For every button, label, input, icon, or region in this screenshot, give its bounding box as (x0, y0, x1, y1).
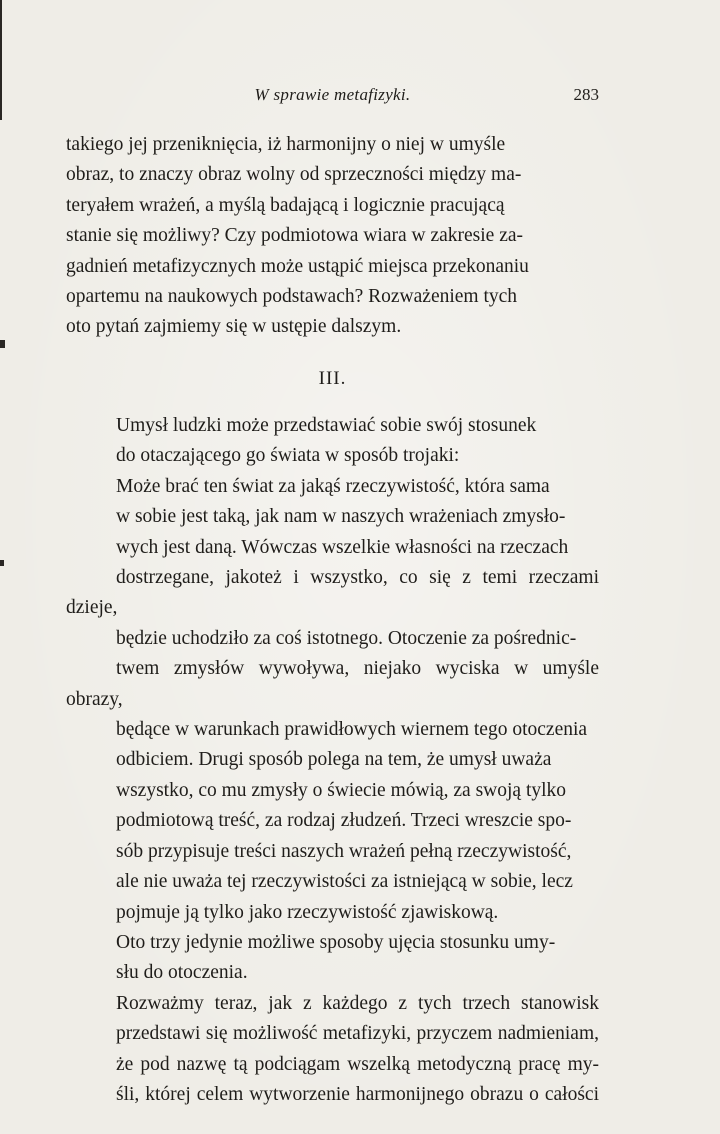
text-line: w sobie jest taką, jak nam w naszych wrażeniach zmysło- (116, 506, 566, 528)
text-line: teryałem wrażeń, a myślą badającą i logicznie pracującą (66, 194, 505, 216)
text-line: słu do otoczenia. (116, 962, 248, 984)
text-line: śli, której celem wytworzenie harmonijnego obrazu o całości (116, 1083, 599, 1105)
paragraph (66, 472, 599, 928)
page-edge-tick (0, 340, 5, 348)
text-line: Może brać ten świat za jakąś rzeczywistość, która sama (116, 475, 550, 497)
text-line: twem zmysłów wywoływa, niejako wyciska w umyśle obrazy, (66, 658, 599, 710)
text-line: Umysł ludzki może przedstawiać sobie swój stosunek (116, 415, 537, 436)
text-line: Oto trzy jedynie możliwe sposoby ujęcia stosunku umy- (116, 931, 556, 953)
text-line: podmiotową treść, za rodzaj złudzeń. Trzeci wreszcie spo- (116, 810, 572, 832)
paragraph (66, 928, 599, 989)
text-line: dostrzegane, jakoteż i wszystko, co się z temi rzeczami dzieje, (66, 567, 599, 619)
running-title: W sprawie metafizyki. (254, 85, 411, 104)
page-number: 283 (573, 85, 599, 104)
text-line: opartemu na naukowych podstawach? Rozważeniem tych (66, 286, 518, 308)
continuation-paragraph (66, 130, 599, 343)
paragraph (66, 989, 599, 1111)
section-heading: III. (318, 368, 347, 389)
text-line: będące w warunkach prawidłowych wiernem tego otoczenia (116, 719, 588, 741)
text-line: odbiciem. Drugi sposób polega na tem, że umysł uważa (116, 749, 552, 771)
page-edge-mark (0, 0, 2, 120)
text-line: będzie uchodziło za coś istotnego. Otoczenie za pośrednic- (116, 627, 577, 649)
text-line: przedstawi się możliwość metafizyki, przyczem nadmieniam, (116, 1023, 599, 1045)
text-line: że pod nazwę tą podciągam wszelką metodyczną pracę my- (116, 1053, 599, 1075)
paragraph (66, 130, 599, 343)
text-line: Rozważmy teraz, jak z każdego z tych trzech stanowisk (116, 992, 599, 1014)
text-line: wych jest daną. Wówczas wszelkie własności na rzeczach (116, 536, 569, 558)
text-line: takiego jej przeniknięcia, iż harmonijny o niej w umyśle (66, 134, 506, 155)
section-body (66, 411, 599, 1110)
text-line: do otaczającego go świata w sposób trojaki: (116, 445, 460, 467)
text-line: pojmuje ją tylko jako rzeczywistość zjawiskową. (116, 901, 499, 923)
text-line: ale nie uważa tej rzeczywistości za istniejącą w sobie, lecz (116, 871, 573, 893)
paragraph (66, 411, 599, 472)
text-line: oto pytań zajmiemy się w ustępie dalszym. (66, 316, 402, 338)
text-line: stanie się możliwy? Czy podmiotowa wiara w zakresie za- (66, 225, 524, 247)
text-line: sób przypisuje treści naszych wrażeń pełną rzeczywistość, (116, 840, 572, 862)
page-header (66, 85, 599, 113)
text-line: wszystko, co mu zmysły o świecie mówią, za swoją tylko (116, 779, 567, 801)
text-line: obraz, to znaczy obraz wolny od sprzeczności między ma- (66, 164, 522, 186)
page-edge-tick (0, 560, 4, 566)
text-line: gadnień metafizycznych może ustąpić miejsca przekonaniu (66, 255, 529, 277)
